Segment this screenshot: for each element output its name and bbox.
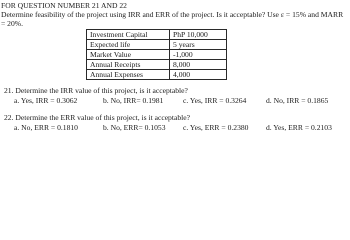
- table-cell-value: 4,000: [170, 70, 227, 80]
- question-21-text: 21. Determine the IRR value of this project, is it acceptable?: [4, 86, 188, 95]
- choice-c[interactable]: c. Yes, IRR = 0.3264: [183, 96, 247, 105]
- table-cell-label: Market Value: [87, 50, 170, 60]
- table-row: [87, 30, 227, 40]
- choice-b[interactable]: b. No, ERR= 0.1053: [103, 123, 166, 132]
- problem-statement-line-2: = 20%.: [1, 19, 23, 28]
- table-cell-value: 8,000: [170, 60, 227, 70]
- choice-d[interactable]: d. Yes, ERR = 0.2103: [266, 123, 332, 132]
- given-data-table: [86, 29, 227, 80]
- table-cell-label: Annual Receipts: [87, 60, 170, 70]
- question-22-text: 22. Determine the ERR value of this project, is it acceptable?: [4, 113, 190, 122]
- table-row: [87, 40, 227, 50]
- choice-a[interactable]: a. Yes, IRR = 0.3062: [14, 96, 78, 105]
- table-cell-value: -1,000: [170, 50, 227, 60]
- problem-statement-line-1: Determine feasibility of the project using IRR and ERR of the project. Is it acceptable? Use ε = 15% and MARR: [1, 10, 344, 19]
- table-cell-value: 5 years: [170, 40, 227, 50]
- table-row: [87, 50, 227, 60]
- table-cell-label: Expected life: [87, 40, 170, 50]
- table-cell-value: PhP 10,000: [170, 30, 227, 40]
- choice-b[interactable]: b. No, IRR= 0.1981: [103, 96, 164, 105]
- table-cell-label: Investment Capital: [87, 30, 170, 40]
- table-cell-label: Annual Expenses: [87, 70, 170, 80]
- table-row: [87, 60, 227, 70]
- choice-a[interactable]: a. No, ERR = 0.1810: [14, 123, 78, 132]
- choice-c[interactable]: c. Yes, ERR = 0.2380: [183, 123, 249, 132]
- table-row: [87, 70, 227, 80]
- section-heading: FOR QUESTION NUMBER 21 AND 22: [1, 1, 127, 10]
- choice-d[interactable]: d. No, IRR = 0.1865: [266, 96, 329, 105]
